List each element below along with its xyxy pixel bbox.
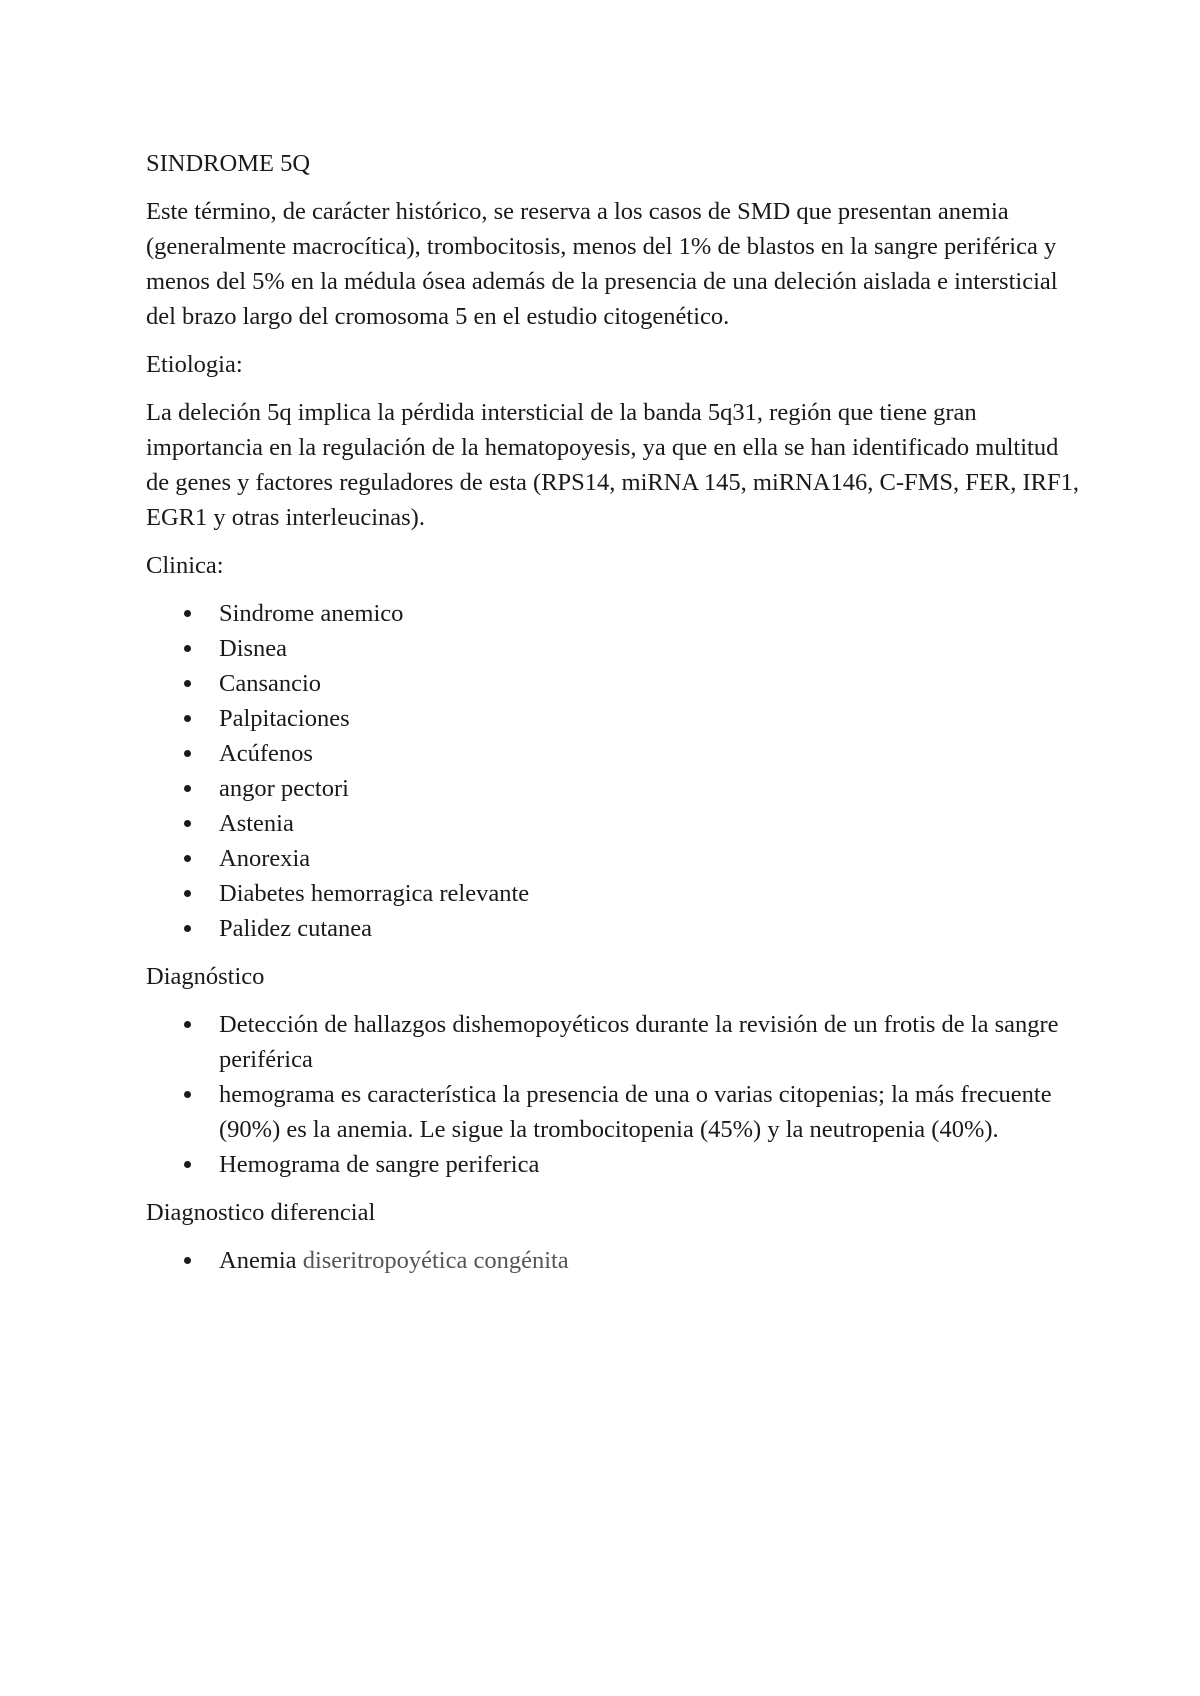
list-item: Disnea	[146, 631, 1086, 666]
intro-paragraph: Este término, de carácter histórico, se reserva a los casos de SMD que presentan anemia (generalmente macrocítica), trombocitosis, menos del 1% de blastos en la sangre periférica y menos del 5% en la médula ósea además de la presencia de una deleción aislada e intersticial del brazo largo del cromosoma 5 en el estudio citogenético.	[146, 198, 1058, 330]
diferencial-heading: Diagnostico diferencial	[146, 1199, 376, 1226]
list-item-rest: diseritropoyética congénita	[296, 1247, 569, 1274]
list-item: Palpitaciones	[146, 701, 1086, 736]
diagnostico-list	[146, 1007, 1086, 1182]
list-item-lead: Anemia	[219, 1247, 297, 1274]
list-item: Anorexia	[146, 841, 1086, 876]
list-item: Hemograma de sangre periferica	[146, 1147, 1086, 1182]
document-page	[146, 146, 1086, 1291]
list-item: Diabetes hemorragica relevante	[146, 876, 1086, 911]
etiologia-heading: Etiologia:	[146, 351, 243, 378]
list-item: Cansancio	[146, 666, 1086, 701]
diagnostico-heading: Diagnóstico	[146, 963, 265, 990]
list-item: angor pectori	[146, 771, 1086, 806]
list-item: hemograma es característica la presencia de una o varias citopenias; la más frecuente (90%) es la anemia. Le sigue la trombocitopenia (45%) y la neutropenia (40%).	[146, 1077, 1086, 1147]
clinica-heading: Clinica:	[146, 552, 224, 579]
list-item: Detección de hallazgos dishemopoyéticos durante la revisión de un frotis de la sangre periférica	[146, 1007, 1086, 1077]
clinica-list	[146, 596, 1086, 946]
document-title: SINDROME 5Q	[146, 150, 311, 177]
list-item: Acúfenos	[146, 736, 1086, 771]
list-item	[146, 1243, 1086, 1278]
etiologia-paragraph: La deleción 5q implica la pérdida intersticial de la banda 5q31, región que tiene gran importancia en la regulación de la hematopoyesis, ya que en ella se han identificado multitud de genes y factores reguladores de esta (RPS14, miRNA 145, miRNA146, C-FMS, FER, IRF1, EGR1 y otras interleucinas).	[146, 399, 1079, 531]
diferencial-list	[146, 1243, 1086, 1278]
list-item: Palidez cutanea	[146, 911, 1086, 946]
list-item: Sindrome anemico	[146, 596, 1086, 631]
list-item: Astenia	[146, 806, 1086, 841]
